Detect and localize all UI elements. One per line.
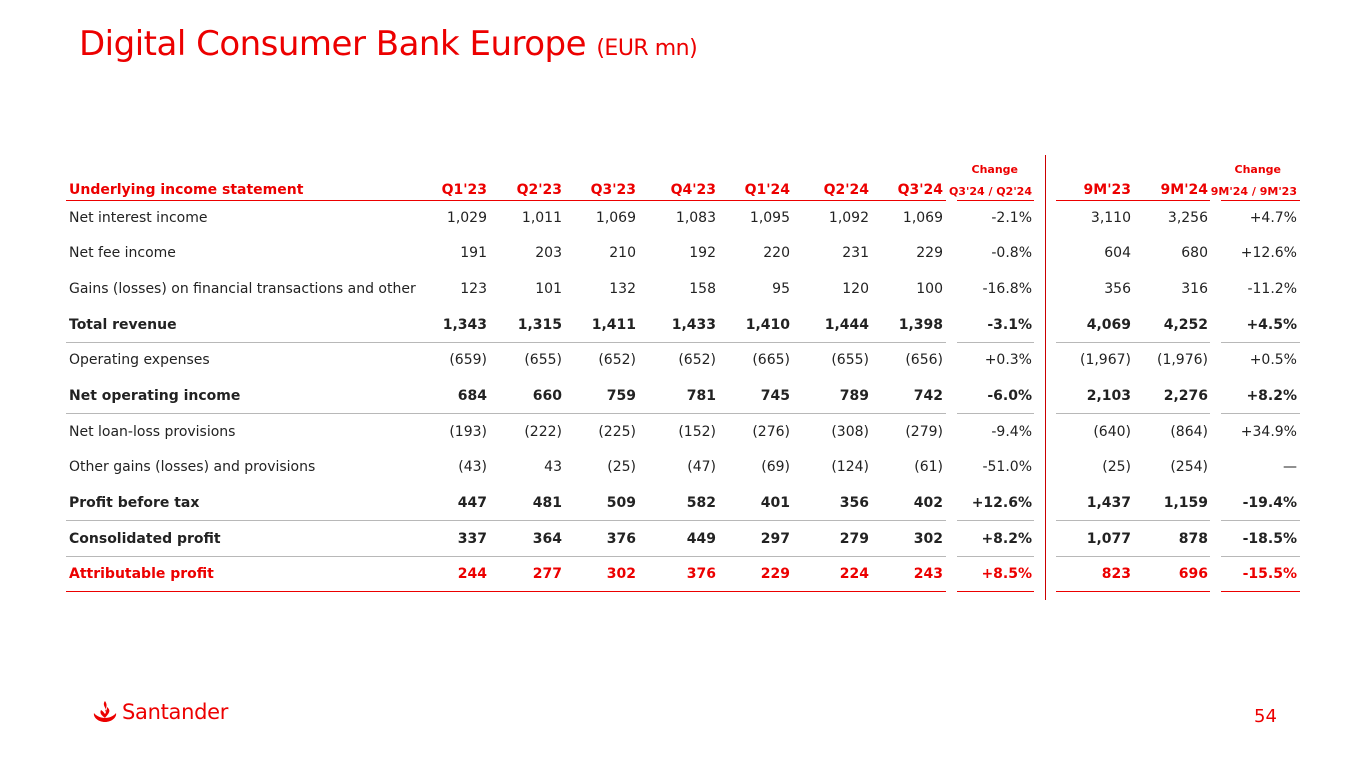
row-separator (1056, 520, 1210, 521)
quarter-value: 660 (532, 388, 562, 404)
flame-icon (92, 700, 118, 724)
header-nine-months: 9M'23 (1083, 182, 1131, 198)
page-title (79, 24, 697, 64)
change-quarter-value: +12.6% (971, 495, 1032, 511)
row-separator (957, 413, 1034, 414)
header-row-label: Underlying income statement (69, 182, 304, 198)
header-quarter: Q1'23 (441, 182, 487, 198)
quarter-value: (655) (831, 352, 869, 368)
quarter-value: 120 (842, 281, 869, 297)
quarter-value: 229 (760, 566, 790, 582)
row-separator (957, 342, 1034, 343)
quarter-value: 337 (457, 531, 487, 547)
row-label: Gains (losses) on financial transactions and other (69, 281, 416, 297)
nine-month-value: 1,159 (1163, 495, 1208, 511)
row-label: Net operating income (69, 388, 241, 404)
quarter-value: 789 (839, 388, 869, 404)
header-rule (1056, 200, 1210, 201)
row-separator (66, 342, 946, 343)
quarter-value: 100 (916, 281, 943, 297)
quarter-value: 745 (760, 388, 790, 404)
santander-logo (92, 700, 228, 724)
row-label: Operating expenses (69, 352, 210, 368)
change-quarter-value: -0.8% (991, 245, 1032, 261)
change-quarter-label: Q3'24 / Q2'24 (948, 185, 1032, 198)
quarter-value: 1,011 (521, 210, 562, 226)
quarter-value: 132 (609, 281, 636, 297)
quarter-value: 210 (609, 245, 636, 261)
quarter-value: (124) (831, 459, 869, 475)
quarter-value: 297 (760, 531, 790, 547)
nine-month-value: 4,252 (1163, 317, 1208, 333)
quarter-value: 220 (763, 245, 790, 261)
quarter-value: 1,398 (898, 317, 943, 333)
quarter-value: (43) (458, 459, 487, 475)
row-separator (1221, 342, 1300, 343)
change-9m-value: -15.5% (1242, 566, 1297, 582)
quarter-value: 376 (686, 566, 716, 582)
row-label: Net fee income (69, 245, 176, 261)
row-label: Profit before tax (69, 495, 200, 511)
header-rule (957, 200, 1034, 201)
quarter-value: 95 (772, 281, 790, 297)
nine-month-value: (640) (1093, 424, 1131, 440)
row-separator (66, 413, 946, 414)
change-quarter-value: -6.0% (987, 388, 1032, 404)
quarter-value: 1,410 (745, 317, 790, 333)
header-quarter: Q2'24 (823, 182, 869, 198)
quarter-value: 401 (760, 495, 790, 511)
nine-month-value: 4,069 (1086, 317, 1131, 333)
quarter-value: 203 (535, 245, 562, 261)
quarter-value: (665) (752, 352, 790, 368)
quarter-value: 481 (532, 495, 562, 511)
quarter-value: 1,029 (446, 210, 487, 226)
change-9m-value: +34.9% (1240, 424, 1297, 440)
header-quarter: Q2'23 (516, 182, 562, 198)
quarter-value: 1,411 (591, 317, 636, 333)
nine-month-value: (864) (1170, 424, 1208, 440)
change-9m-value: +0.5% (1249, 352, 1297, 368)
nine-month-value: 2,276 (1163, 388, 1208, 404)
header-rule (1221, 200, 1300, 201)
quarter-value: 244 (457, 566, 487, 582)
table-bottom-rule (957, 591, 1034, 592)
nine-month-value: (1,976) (1156, 352, 1208, 368)
quarter-value: (222) (524, 424, 562, 440)
quarter-value: 231 (842, 245, 869, 261)
quarter-value: 742 (913, 388, 943, 404)
change-quarter-value: -2.1% (991, 210, 1032, 226)
table-bottom-rule (1056, 591, 1210, 592)
quarter-value: 447 (457, 495, 487, 511)
header-quarter: Q3'23 (590, 182, 636, 198)
row-separator (957, 556, 1034, 557)
quarter-value: (193) (449, 424, 487, 440)
quarter-value: (652) (598, 352, 636, 368)
table-bottom-rule (66, 591, 946, 592)
change-9m-value: — (1283, 459, 1297, 475)
income-statement-table (66, 155, 1300, 600)
nine-month-value: (25) (1102, 459, 1131, 475)
quarter-value: 582 (686, 495, 716, 511)
nine-month-value: 878 (1178, 531, 1208, 547)
row-label: Net loan-loss provisions (69, 424, 236, 440)
change-9m-value: +4.7% (1249, 210, 1297, 226)
quarter-value: 43 (544, 459, 562, 475)
quarter-value: 684 (457, 388, 487, 404)
header-quarter: Q4'23 (670, 182, 716, 198)
nine-month-value: (254) (1170, 459, 1208, 475)
row-label: Other gains (losses) and provisions (69, 459, 316, 475)
change-9m-value: +12.6% (1240, 245, 1297, 261)
row-separator (1221, 413, 1300, 414)
row-separator (1056, 556, 1210, 557)
change-quarter-value: +0.3% (984, 352, 1032, 368)
change-quarter-top-label: Change (971, 163, 1018, 176)
nine-month-value: 604 (1104, 245, 1131, 261)
row-label: Consolidated profit (69, 531, 221, 547)
quarter-value: (655) (524, 352, 562, 368)
quarter-value: 509 (606, 495, 636, 511)
page-number: 54 (1254, 706, 1277, 727)
nine-month-value: (1,967) (1079, 352, 1131, 368)
quarter-value: (276) (752, 424, 790, 440)
quarter-value: 302 (606, 566, 636, 582)
quarter-value: 279 (839, 531, 869, 547)
title-unit: (EUR mn) (596, 36, 698, 61)
quarter-value: (652) (678, 352, 716, 368)
nine-month-value: 823 (1101, 566, 1131, 582)
header-quarter: Q1'24 (744, 182, 790, 198)
quarter-value: 759 (606, 388, 636, 404)
quarter-value: 449 (686, 531, 716, 547)
quarter-value: (25) (607, 459, 636, 475)
change-9m-value: -19.4% (1242, 495, 1297, 511)
title-text: Digital Consumer Bank Europe (79, 24, 587, 64)
nine-month-value: 1,437 (1086, 495, 1131, 511)
quarter-value: 224 (839, 566, 869, 582)
change-9m-top-label: Change (1234, 163, 1281, 176)
header-nine-months: 9M'24 (1160, 182, 1208, 198)
quarter-value: (308) (831, 424, 869, 440)
change-9m-value: +4.5% (1246, 317, 1297, 333)
nine-month-value: 3,110 (1090, 210, 1131, 226)
nine-month-value: 356 (1104, 281, 1131, 297)
nine-month-value: 680 (1181, 245, 1208, 261)
column-divider (1045, 155, 1046, 600)
change-quarter-value: -16.8% (982, 281, 1032, 297)
quarter-value: 192 (689, 245, 716, 261)
row-label: Net interest income (69, 210, 208, 226)
header-quarter: Q3'24 (897, 182, 943, 198)
quarter-value: 1,433 (671, 317, 716, 333)
row-separator (1056, 413, 1210, 414)
quarter-value: (225) (598, 424, 636, 440)
quarter-value: 1,343 (442, 317, 487, 333)
quarter-value: (656) (905, 352, 943, 368)
nine-month-value: 696 (1178, 566, 1208, 582)
quarter-value: 243 (913, 566, 943, 582)
quarter-value: 191 (460, 245, 487, 261)
quarter-value: (279) (905, 424, 943, 440)
row-separator (1221, 520, 1300, 521)
quarter-value: 277 (532, 566, 562, 582)
quarter-value: 302 (913, 531, 943, 547)
change-quarter-value: -51.0% (982, 459, 1032, 475)
nine-month-value: 2,103 (1086, 388, 1131, 404)
quarter-value: 101 (535, 281, 562, 297)
table-bottom-rule (1221, 591, 1300, 592)
change-9m-value: +8.2% (1246, 388, 1297, 404)
quarter-value: 356 (839, 495, 869, 511)
quarter-value: 1,315 (517, 317, 562, 333)
quarter-value: (152) (678, 424, 716, 440)
quarter-value: 1,083 (675, 210, 716, 226)
quarter-value: 1,095 (749, 210, 790, 226)
change-quarter-value: -9.4% (991, 424, 1032, 440)
change-9m-value: -18.5% (1242, 531, 1297, 547)
brand-name: Santander (122, 700, 229, 724)
row-separator (1221, 556, 1300, 557)
change-quarter-value: +8.5% (981, 566, 1032, 582)
quarter-value: 123 (460, 281, 487, 297)
row-separator (66, 520, 946, 521)
change-quarter-value: +8.2% (981, 531, 1032, 547)
quarter-value: (61) (914, 459, 943, 475)
header-rule (66, 200, 946, 201)
quarter-value: 1,444 (824, 317, 869, 333)
row-separator (1056, 342, 1210, 343)
nine-month-value: 1,077 (1086, 531, 1131, 547)
quarter-value: 158 (689, 281, 716, 297)
row-separator (957, 520, 1034, 521)
quarter-value: 229 (916, 245, 943, 261)
quarter-value: 1,069 (902, 210, 943, 226)
change-quarter-value: -3.1% (987, 317, 1032, 333)
quarter-value: (69) (761, 459, 790, 475)
quarter-value: 402 (913, 495, 943, 511)
nine-month-value: 3,256 (1167, 210, 1208, 226)
change-9m-label: 9M'24 / 9M'23 (1210, 185, 1297, 198)
quarter-value: (47) (687, 459, 716, 475)
quarter-value: 781 (686, 388, 716, 404)
row-label: Total revenue (69, 317, 177, 333)
quarter-value: 376 (606, 531, 636, 547)
nine-month-value: 316 (1181, 281, 1208, 297)
change-9m-value: -11.2% (1247, 281, 1297, 297)
row-label: Attributable profit (69, 566, 214, 582)
row-separator (66, 556, 946, 557)
quarter-value: (659) (449, 352, 487, 368)
quarter-value: 1,069 (595, 210, 636, 226)
quarter-value: 1,092 (828, 210, 869, 226)
quarter-value: 364 (532, 531, 562, 547)
